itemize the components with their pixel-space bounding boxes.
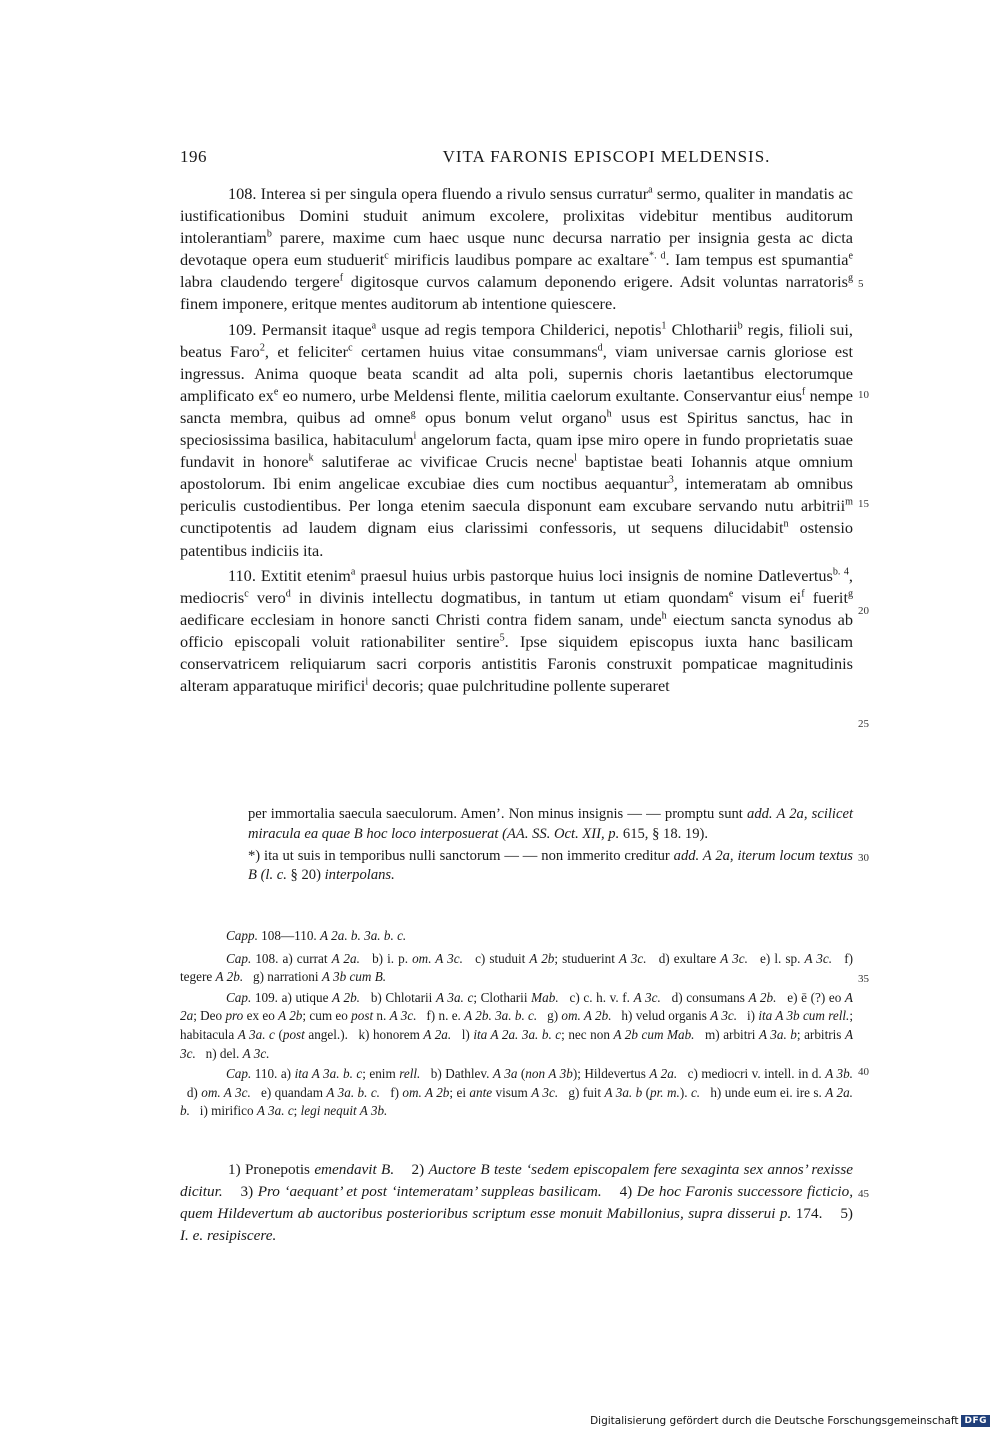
paragraph-110: 110. Extitit etenim$^a$ praesul huius urbis pastorque huius loci insignis de nomine Datlevertus$^{b. 4}$, mediocris$^c$ vero$^d$ in divinis intellectu dogmatibus, in tantum ut etiam quondam$^e$ visum $ei^f$ fuerit$^g$ aedificare ecclesiam in honore sancti Christi contra fidem sanam, unde$^h$ eiectum sancta synodus ab officio episcopali voluit rationabiliter sentire$^5$. Ipse siquidem episcopus iuxta hanc basilicam conservatricem reliquiarum sacri corporis antistitis Faronis construxit pompaticae magnitudinis alteram apparatuque mirifici$^i$ decoris; quae pulchritudine pollente superaret bbox=[180, 565, 854, 696]
footer-text: Digitalisierung gefördert durch die Deutsche Forschungsgemeinschaft bbox=[590, 1415, 959, 1427]
apparatus-sigla: Capp. 108—110. A 2a. b. 3a. b. c. bbox=[226, 928, 407, 943]
line-number: 10 bbox=[858, 389, 869, 401]
critical-apparatus bbox=[180, 927, 853, 1123]
page-number: 196 bbox=[180, 147, 207, 166]
paragraph-108: 108. Interea si per singula opera fluendo a rivulo sensus curratur$^a$ sermo, qualiter in mandatis ac iustificationibus Domini studuit animum excolere, prolixitas videbitur mentibus auditorum intolerantiam$^b$ parere, maxime cum haec usque nunc decursa narratio per insignia gesta ac dicta devotaque opera eum studuerit$^c$ mirificis laudibus pompare ac exaltare$^{*. d}$. Iam tempus est spumantia$^e$ labra claudendo tergere$^f$ digitosque curvos calamum deponendo erigere. Adsit voluntas narratoris$^g$ finem imponere, eritque mentes auditorum ab intentione quiescere. bbox=[180, 184, 854, 314]
line-number: 25 bbox=[858, 718, 869, 730]
digitization-footer bbox=[590, 1415, 990, 1427]
variant-note-star: *) ita ut suis in temporibus nulli sanctorum — — non immerito creditur add. A 2a, iterum locum textus B (l. c. § 20) interpolans. bbox=[248, 847, 853, 884]
variant-note-amen: per immortalia saecula saeculorum. Amen’. Non minus insignis — — promptu sunt add. A 2a, scilicet miracula ea quae B hoc loco interposuerat (AA. SS. Oct. XII, p. 615, § 18. 19). bbox=[248, 806, 853, 842]
page-header bbox=[180, 147, 853, 171]
line-number: 30 bbox=[858, 852, 869, 864]
apparatus-cap-109: Cap. 109. a) utique A 2b. b) Chlotarii A 3a. c; Clotharii Mab. c) c. h. v. f. A 3c. d) consumans A 2b. e) ē (?) eo A 2a; Deo pro ex eo A 2b; cum eo post n. A 3c. f) n. e. A 2b. 3a. b. c. g) om. A 2b. h) velud organis A 3c. i) ita A 3b cum rell.; habitacula A 3a. c (post angel.). k) honorem A 2a. l) ita A 2a. 3a. b. c; nec non A 2b cum Mab. m) arbitri A 3a. b; arbitris A 3c. n) del. A 3c. bbox=[180, 989, 854, 1061]
variant-text-block bbox=[248, 805, 853, 888]
apparatus-cap-110: Cap. 110. a) ita A 3a. b. c; enim rell. b) Dathlev. A 3a (non A 3b); Hildevertus A 2a. c) mediocri v. intell. in d. A 3b. d) om. A 3c. e) quandam A 3a. b. c. f) om. A 2b; ei ante visum A 3c. g) fuit A 3a. b (pr. m.). c. h) unde eum ei. ire s. A 2a. b. i) mirifico A 3a. c; legi nequit A 3b. bbox=[180, 1066, 853, 1119]
line-number: 45 bbox=[858, 1188, 869, 1200]
line-number: 20 bbox=[858, 605, 869, 617]
line-number: 15 bbox=[858, 498, 869, 510]
dfg-logo-icon: DFG bbox=[961, 1415, 990, 1427]
footnotes bbox=[180, 1159, 853, 1247]
paragraph-109: 109. Permansit itaque$^a$ usque ad regis tempora Childerici, nepotis$^1$ Chlotharii$^b$ regis, filioli sui, beatus Faro$^2$, et feliciter$^c$ certamen huius vitae consummans$^d$, viam universae carnis gloriose est ingressus. Anima quoque beata scandit ad alta poli, supernis choris laetantibus electorumque amplificato $ex^e$ eo numero, urbe Meldensi flente, militia caelorum exultante. Conservantur eius$^f$ nempe sancta membra, quibus ad omne$^g$ opus bonum velut organo$^h$ usus est Spiritus sanctus, hac in speciosissima basilica, habitaculum$^i$ angelorum facta, quam ipse miro opere in fundo proprietatis suae fundavit in honore$^k$ salutiferae ac vivificae Crucis necne$^l$ baptistae beati Iohannis atque omnium apostolorum. Ibi enim angelicae excubiae dies cum noctibus aequantur$^3$, intemeratam ab omnibus periculis custodientibus. Per longa etenim saecula disponunt eam excubare servando nutu arbitrii$^m$ cunctipotentis ad laudem dignam eius clarissimi confessoris, ut sequens dilucidabit$^n$ ostensio patentibus indiciis ita. bbox=[180, 319, 854, 560]
line-number: 40 bbox=[858, 1066, 869, 1078]
footnote-list: 1) Pronepotis emendavit B. 2) Auctore B teste ‘sedem episcopalem fere sexaginta sex annos’ rexisse dicitur. 3) Pro ‘aequant’ et post ‘intemeratam’ suppleas basilicam. 4) De hoc Faronis successore ficticio, quem Hildevertum ab auctoribus posterioribus scriptum esse monuit Mabillonius, supra disserui p. 174. 5) I. e. resipiscere. bbox=[180, 1161, 853, 1244]
line-number: 35 bbox=[858, 973, 869, 985]
apparatus-cap-108: Cap. 108. a) currat A 2a. b) i. p. om. A 3c. c) studuit A 2b; studuerint A 3c. d) exultare A 3c. e) l. sp. A 3c. f) tegere A 2b. g) narrationi A 3b cum B. bbox=[180, 950, 854, 985]
running-title: VITA FARONIS EPISCOPI MELDENSIS. bbox=[442, 147, 771, 166]
line-number: 5 bbox=[858, 278, 864, 290]
main-text bbox=[180, 183, 853, 700]
